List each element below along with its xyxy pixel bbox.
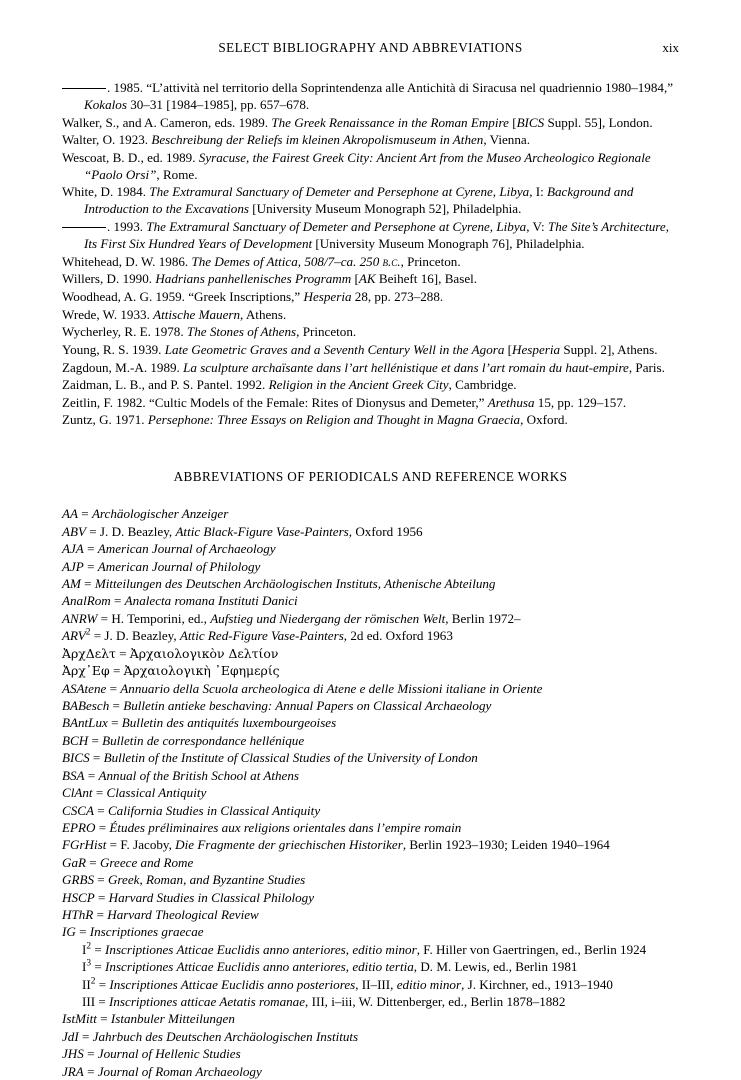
bibliography-entry: White, D. 1984. The Extramural Sanctuary of Demeter and Persephone at Cyrene, Libya, I: Background and Introduction to the Excavations [University Museum Monograph 52], Philadelphia. xyxy=(62,184,634,217)
abbreviation-entry: BABesch = Bulletin antieke beschaving: Annual Papers on Classical Archaeology xyxy=(62,698,492,714)
abbreviation-entry: AM = Mitteilungen des Deutschen Archäologischen Instituts, Athenische Abteilung xyxy=(62,576,496,591)
abbreviation-subentry: III = Inscriptiones atticae Aetatis romanae, III, i–iii, W. Dittenberger, ed., Berlin 1878–1882 xyxy=(82,993,566,1009)
bibliography-list xyxy=(62,80,679,429)
abbreviation-entry: FGrHist = F. Jacoby, Die Fragmente der griechischen Historiker, Berlin 1923–1930; Leiden 1940–1964 xyxy=(62,837,610,853)
abbreviation-entry: ANRW = H. Temporini, ed., Aufstieg und Niedergang der römischen Welt, Berlin 1972– xyxy=(62,610,521,626)
bibliography-entry: Young, R. S. 1939. Late Geometric Graves and a Seventh Century Well in the Agora [Hesperia Suppl. 2], Athens. xyxy=(62,341,658,357)
bibliography-entry: Walter, O. 1923. Beschreibung der Reliefs im kleinen Akropolismuseum in Athen, Vienna. xyxy=(62,132,530,148)
bibliography-entry: Walker, S., and A. Cameron, eds. 1989. The Greek Renaissance in the Roman Empire [BICS Suppl. 55], London. xyxy=(62,114,653,130)
abbreviation-entry: JHS = Journal of Hellenic Studies xyxy=(62,1046,241,1062)
abbreviation-entry: HSCP = Harvard Studies in Classical Philology xyxy=(62,889,315,905)
abbreviation-entry: ABV = J. D. Beazley, Attic Black-Figure Vase-Painters, Oxford 1956 xyxy=(62,523,423,539)
abbreviation-entry: HThR = Harvard Theological Review xyxy=(62,906,259,922)
abbreviation-entry: GRBS = Greek, Roman, and Byzantine Studies xyxy=(62,872,306,888)
bibliography-entry: Wycherley, R. E. 1978. The Stones of Athens, Princeton. xyxy=(62,324,357,340)
repeat-author-rule xyxy=(62,227,106,228)
abbreviation-entry: GaR = Greece and Rome xyxy=(62,854,194,870)
abbreviation-entry: IG = Inscriptiones graecae xyxy=(62,924,204,940)
bibliography-entry: Zaidman, L. B., and P. S. Pantel. 1992. Religion in the Ancient Greek City, Cambridge. xyxy=(62,377,517,393)
abbreviation-entry: BCH = Bulletin de correspondance hellénique xyxy=(62,732,305,748)
abbreviation-subentry: $II^2$ = Inscriptiones Atticae Euclidis anno posteriores, II–III, editio minor, J. Kirchner, ed., 1913–1940 xyxy=(82,976,613,992)
bibliography-entry: Wescoat, B. D., ed. 1989. Syracuse, the Fairest Greek City: Ancient Art from the Museo Archeologico Regionale “Paolo Orsi”, Rome. xyxy=(62,149,651,182)
abbreviation-subentry: $I^3$ = Inscriptiones Atticae Euclidis anno anteriores, editio tertia, D. M. Lewis, ed., Berlin 1981 xyxy=(82,958,578,975)
abbreviation-entry: BAntLux = Bulletin des antiquités luxembourgeoises xyxy=(62,715,337,731)
bibliography-entry: Zagdoun, M.-A. 1989. La sculpture archaïsante dans l’art hellénistique et dans l’art romain du haut-empire, Paris. xyxy=(62,359,665,375)
abbreviation-entry: $ARV^2 = J$. D. Beazley, Attic Red-Figure Vase-Painters, 2d ed. Oxford 1963 xyxy=(62,627,453,644)
abbreviation-entry: BICS = Bulletin of the Institute of Classical Studies of the University of London xyxy=(62,750,478,766)
abbreviation-entry: EPRO = Études préliminaires aux religions orientales dans l’empire romain xyxy=(62,819,462,835)
abbreviation-entry: CSCA = California Studies in Classical Antiquity xyxy=(62,802,321,818)
page-header xyxy=(62,40,679,66)
abbreviation-entry: JdI = Jahrbuch des Deutschen Archäologischen Instituts xyxy=(62,1028,359,1044)
abbreviation-entry: AA = Archäologischer Anzeiger xyxy=(62,506,229,522)
bibliography-entry: Woodhead, A. G. 1959. “Greek Inscriptions,” Hesperia 28, pp. 273–288. xyxy=(62,288,444,304)
bibliography-entry: Willers, D. 1990. Hadrians panhellenisches Programm [AK Beiheft 16], Basel. xyxy=(62,271,478,287)
abbreviation-entry: IstMitt = Istanbuler Mitteilungen xyxy=(62,1011,235,1027)
page-number: xix xyxy=(662,40,679,55)
bibliography-entry: Whitehead, D. W. 1986. The Demes of Attica, 508/7–ca. 250 b.c., Princeton. xyxy=(62,253,461,269)
running-head: SELECT BIBLIOGRAPHY AND ABBREVIATIONS xyxy=(218,40,523,55)
bibliography-entry: Zeitlin, F. 1982. “Cultic Models of the Female: Rites of Dionysus and Demeter,” Arethusa 15, pp. 129–157. xyxy=(62,394,627,410)
abbreviation-entry: Ἀρχ᾽Εφ = Ἀρχαιολογικὴ ᾽Εφημερίς xyxy=(62,663,280,679)
abbreviation-entry: ASAtene = Annuario della Scuola archeologica di Atene e delle Missioni italiane in Oriente xyxy=(62,680,543,696)
repeat-author-rule xyxy=(62,88,106,89)
abbreviation-subentry: $I^2$ = Inscriptiones Atticae Euclidis anno anteriores, editio minor, F. Hiller von Gaertringen, ed., Berlin 1924 xyxy=(82,941,647,957)
abbreviation-entry: AnalRom = Analecta romana Instituti Danici xyxy=(62,593,298,609)
abbreviations-section-title: ABBREVIATIONS OF PERIODICALS AND REFERENCE WORKS xyxy=(173,469,568,485)
bibliography-entry: Wrede, W. 1933. Attische Mauern, Athens. xyxy=(62,306,287,322)
abbreviation-entry: ClAnt = Classical Antiquity xyxy=(62,785,207,801)
abbreviation-entry: AJA = American Journal of Archaeology xyxy=(62,541,276,557)
abbreviation-entry: BSA = Annual of the British School at Athens xyxy=(62,767,300,783)
abbreviation-entry: JRA = Journal of Roman Archaeology xyxy=(62,1063,262,1079)
bibliography-entry: . 1985. “L’attività nel territorio della Soprintendenza alle Antichità di Siracusa nel quadriennio 1980–1984,” Kokalos 30–31 [1984–1985], pp. 657–678. xyxy=(62,80,679,114)
bibliography-entry: . 1993. The Extramural Sanctuary of Demeter and Persephone at Cyrene, Libya, V: The Site’s Architecture, Its First Six Hundred Years of Development [University Museum Monograph 76], Philadelphia. xyxy=(62,219,679,253)
bibliography-entry: Zuntz, G. 1971. Persephone: Three Essays on Religion and Thought in Magna Graecia, Oxford. xyxy=(62,412,568,428)
abbreviation-entry: ἈρχΔελτ = Ἀρχαιολογικὸν Δελτίον xyxy=(62,645,279,661)
abbreviations-list xyxy=(62,505,679,1079)
abbreviation-entry: AJP = American Journal of Philology xyxy=(62,558,261,574)
